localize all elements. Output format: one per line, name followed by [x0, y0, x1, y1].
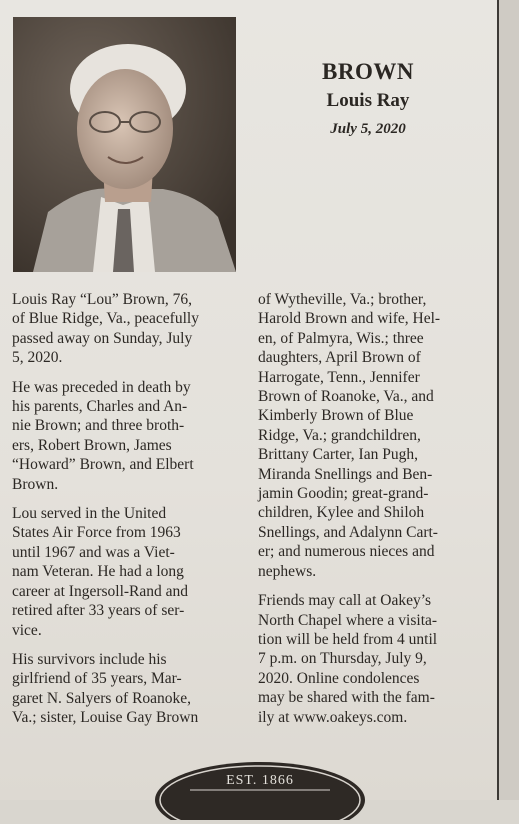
paragraph-survivors-continued: of Wytheville, Va.; brother, Harold Brown and wife, Hel- en, of Palmyra, Wis.; three daughters, April Brown of Harrogate, Tenn., Jennifer Brown of Roanoke, Va., and Kimberly Brown of Blue Ridge, Va.; grandchildren, Brittany Carter, Ian Pugh, Miranda Snellings and Ben- jamin Goodin; great-grand- children, Kylee and Shiloh Snellings, and Adalynn Cart- er; and numerous nieces and nephews. — [258, 291, 441, 580]
funeral-home-logo — [150, 760, 370, 820]
logo-est-text: EST. 1866 — [226, 773, 294, 788]
paragraph-preceded: He was preceded in death by his parents, Charles and An- nie Brown; and three broth- ers, Robert Brown, James “Howard” Brown, and Elbert Brown. — [12, 378, 194, 493]
surname: BROWN — [322, 59, 414, 84]
given-name: Louis Ray — [326, 90, 410, 111]
left-column — [12, 290, 244, 738]
right-column — [258, 290, 492, 737]
paragraph-visitation: Friends may call at Oakey’s North Chapel where a visita- tion will be held from 4 until 7 p.m. on Thursday, July 9, 2020. Online condolences may be shared with the fam- ily at www.oakeys.com. — [258, 592, 438, 726]
portrait-photo — [13, 17, 236, 272]
obituary-header — [258, 58, 478, 140]
paragraph-intro: Louis Ray “Lou” Brown, 76, of Blue Ridge, Va., peacefully passed away on Sunday, July 5, 2020. — [12, 291, 199, 367]
paragraph-service: Lou served in the United States Air Force from 1963 until 1967 and was a Viet- nam Veteran. He had a long career at Ingersoll-Rand and retired after 33 years of ser- vice. — [12, 505, 189, 639]
page-edge — [499, 0, 519, 800]
paragraph-survivors: His survivors include his girlfriend of 35 years, Mar- garet N. Salyers of Roanoke, Va.; sister, Louise Gay Brown — [12, 650, 199, 727]
death-date: July 5, 2020 — [330, 121, 406, 137]
